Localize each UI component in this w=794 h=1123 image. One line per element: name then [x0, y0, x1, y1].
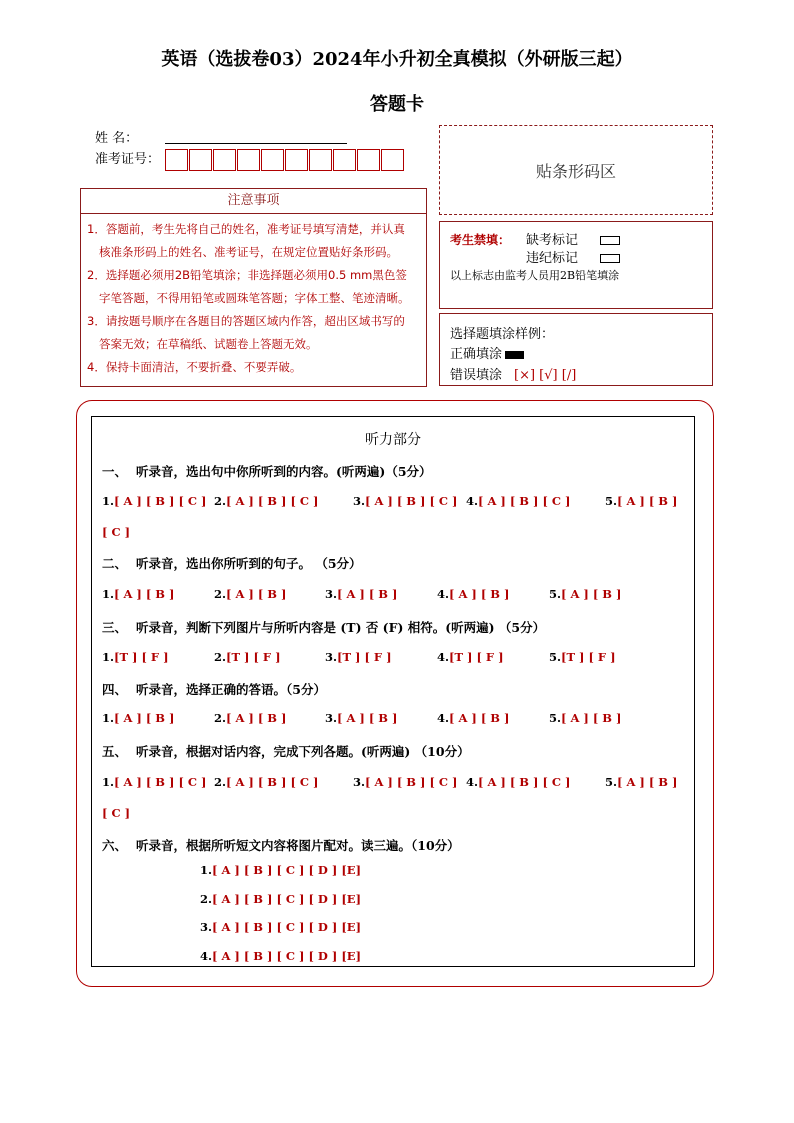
answer-item — [605, 775, 677, 789]
answer-options[interactable]: [ A ] [ B ] — [561, 587, 622, 601]
answer-item — [102, 711, 174, 725]
fill-sample-box — [439, 313, 713, 386]
item-number: 3. — [325, 587, 338, 601]
question-text: 听录音，根据所听短文内容将图片配对。读三遍。（10分） — [136, 838, 460, 853]
item-number: 2. — [214, 775, 227, 789]
item-number: 5. — [549, 650, 562, 664]
answer-item — [466, 775, 571, 789]
answer-item — [466, 494, 571, 508]
wrong-label: 错误填涂 — [450, 368, 503, 383]
answer-options[interactable]: [T ] [ F ] — [114, 650, 169, 664]
answer-options[interactable]: [ A ] [ B ] — [114, 587, 175, 601]
item-number: 5. — [605, 494, 618, 508]
question-heading — [102, 742, 470, 760]
item-number: 5. — [549, 711, 562, 725]
question-number: 五、 — [102, 744, 128, 759]
question-text: 听录音，判断下列图片与所听内容是 (T) 否 (F) 相符。(听两遍) （5分） — [136, 620, 546, 635]
question-number: 二、 — [102, 556, 128, 571]
name-field[interactable] — [165, 141, 347, 144]
exam-rules-note: 以上标志由监考人员用2B铅笔填涂 — [450, 269, 620, 282]
item-number: 1. — [102, 587, 115, 601]
answer-item — [437, 650, 504, 664]
question-heading — [102, 462, 432, 480]
id-digit-box[interactable] — [309, 149, 332, 171]
item-number: 1. — [102, 775, 115, 789]
answer-item — [437, 711, 509, 725]
answer-item — [102, 587, 174, 601]
answer-options-wrap[interactable]: [ C ] — [102, 806, 131, 820]
question-number: 一、 — [102, 464, 128, 479]
item-number: 3. — [325, 711, 338, 725]
answer-options[interactable]: [ A ] [ B ] [ C ] [ D ] [E] — [212, 892, 362, 906]
page-subtitle: 答题卡 — [370, 94, 424, 115]
answer-item — [549, 711, 621, 725]
question-number: 六、 — [102, 838, 128, 853]
violation-label: 违纪标记 — [526, 251, 579, 266]
notice-heading: 注意事项 — [81, 189, 426, 214]
answer-options[interactable]: [ A ] [ B ] — [561, 711, 622, 725]
item-number: 2. — [200, 892, 213, 906]
answer-options[interactable]: [ A ] [ B ] — [226, 711, 287, 725]
item-number: 4. — [466, 775, 479, 789]
filled-mark-icon — [505, 351, 524, 359]
notice-line: 1．答题前，考生先将自己的姓名，准考证号填写清楚，并认真 — [87, 222, 405, 236]
question-text: 听录音，选择正确的答语。（5分） — [136, 682, 326, 697]
answer-options[interactable]: [ A ] [ B ] [ C ] — [226, 494, 319, 508]
question-heading — [102, 836, 460, 854]
id-digit-box[interactable] — [357, 149, 380, 171]
answer-options[interactable]: [ A ] [ B ] [ C ] — [365, 494, 458, 508]
violation-checkbox[interactable] — [600, 254, 620, 263]
item-number: 2. — [214, 494, 227, 508]
item-number: 4. — [437, 650, 450, 664]
item-number: 5. — [605, 775, 618, 789]
item-number: 4. — [437, 711, 450, 725]
notice-line: 2．选择题必须用2B铅笔填涂；非选择题必须用0.5 mm黑色签 — [87, 268, 407, 282]
correct-label: 正确填涂 — [450, 347, 503, 362]
wrong-marks: [×] [√] [/] — [514, 368, 577, 383]
question-text: 听录音，根据对话内容，完成下列各题。(听两遍) （10分） — [136, 744, 470, 759]
answer-options[interactable]: [ A ] [ B ] — [337, 711, 398, 725]
id-digit-box[interactable] — [165, 149, 188, 171]
answer-item — [102, 775, 207, 789]
notice-line: 答案无效；在草稿纸、试题卷上答题无效。 — [99, 337, 318, 351]
item-number: 2. — [214, 587, 227, 601]
answer-item — [353, 494, 458, 508]
answer-item — [325, 650, 392, 664]
section-title: 听力部分 — [365, 432, 421, 448]
match-row — [200, 863, 361, 877]
answer-options[interactable]: [ A ] [ B ] — [337, 587, 398, 601]
exam-rules-title: 考生禁填： — [450, 233, 511, 247]
id-number-boxes[interactable] — [165, 149, 405, 171]
answer-item — [549, 587, 621, 601]
id-digit-box[interactable] — [189, 149, 212, 171]
name-label: 姓 名： — [95, 131, 139, 146]
listening-section — [91, 416, 695, 967]
answer-item — [214, 775, 319, 789]
question-number: 三、 — [102, 620, 128, 635]
absent-label: 缺考标记 — [526, 233, 579, 248]
answer-options[interactable]: [T ] [ F ] — [226, 650, 281, 664]
id-digit-box[interactable] — [261, 149, 284, 171]
answer-options[interactable]: [ A ] [ B ] [ C ] — [478, 494, 571, 508]
id-digit-box[interactable] — [237, 149, 260, 171]
item-number: 2. — [214, 650, 227, 664]
answer-options[interactable]: [ A ] [ B ] [ C ] — [365, 775, 458, 789]
item-number: 4. — [466, 494, 479, 508]
absent-checkbox[interactable] — [600, 236, 620, 245]
answer-options[interactable]: [ A ] [ B ] [ C ] — [226, 775, 319, 789]
answer-options[interactable]: [ A ] [ B ] — [114, 711, 175, 725]
answer-item — [102, 494, 207, 508]
question-heading — [102, 554, 362, 572]
page-title: 英语（选拔卷03）2024年小升初全真模拟（外研版三起） — [161, 49, 633, 70]
item-number: 1. — [102, 711, 115, 725]
match-row — [200, 892, 361, 906]
item-number: 5. — [549, 587, 562, 601]
answer-options[interactable]: [ A ] [ B ] — [617, 494, 678, 508]
answer-options[interactable]: [ A ] [ B ] [ C ] [ D ] [E] — [212, 949, 362, 963]
question-text: 听录音，选出句中你所听到的内容。(听两遍)（5分） — [136, 464, 432, 479]
answer-options-wrap[interactable]: [ C ] — [102, 525, 131, 539]
answer-options[interactable]: [ A ] [ B ] [ C ] [ D ] [E] — [212, 920, 362, 934]
match-row — [200, 920, 361, 934]
item-number: 3. — [353, 775, 366, 789]
answer-options[interactable]: [ A ] [ B ] — [449, 711, 510, 725]
item-number: 1. — [102, 494, 115, 508]
answer-item — [353, 775, 458, 789]
answer-options[interactable]: [ A ] [ B ] [ C ] — [478, 775, 571, 789]
answer-item — [325, 587, 397, 601]
question-heading — [102, 618, 545, 636]
question-text: 听录音，选出你所听到的句子。 （5分） — [136, 556, 362, 571]
notice-line: 字笔答题，不得用铅笔或圆珠笔答题；字体工整、笔迹清晰。 — [99, 291, 410, 305]
barcode-label: 贴条形码区 — [535, 161, 616, 181]
notice-line: 3．请按题号顺序在各题目的答题区域内作答，超出区域书写的 — [87, 314, 405, 328]
answer-item — [214, 494, 319, 508]
answer-item — [102, 650, 169, 664]
item-number: 4. — [437, 587, 450, 601]
item-number: 3. — [200, 920, 213, 934]
answer-options[interactable]: [T ] [ F ] — [561, 650, 616, 664]
barcode-area — [439, 125, 713, 215]
item-number: 3. — [325, 650, 338, 664]
answer-item — [605, 494, 677, 508]
answer-item — [549, 650, 616, 664]
id-digit-box[interactable] — [213, 149, 236, 171]
question-number: 四、 — [102, 682, 128, 697]
item-number: 3. — [353, 494, 366, 508]
item-number: 1. — [102, 650, 115, 664]
answer-item — [214, 711, 286, 725]
answer-options[interactable]: [ A ] [ B ] [ C ] [ D ] [E] — [212, 863, 362, 877]
answer-options[interactable]: [ A ] [ B ] — [226, 587, 287, 601]
answer-item — [325, 711, 397, 725]
answer-options[interactable]: [ A ] [ B ] [ C ] — [114, 494, 207, 508]
answer-options[interactable]: [T ] [ F ] — [449, 650, 504, 664]
answer-options[interactable]: [ A ] [ B ] [ C ] — [114, 775, 207, 789]
item-number: 1. — [200, 863, 213, 877]
notice-line: 4．保持卡面清洁，不要折叠、不要弄破。 — [87, 360, 302, 374]
exam-rules-box — [439, 221, 713, 309]
id-digit-box[interactable] — [333, 149, 356, 171]
notice-box — [80, 188, 427, 387]
item-number: 4. — [200, 949, 213, 963]
answer-options[interactable]: [T ] [ F ] — [337, 650, 392, 664]
id-digit-box[interactable] — [381, 149, 404, 171]
answer-item — [214, 587, 286, 601]
id-digit-box[interactable] — [285, 149, 308, 171]
answer-options[interactable]: [ A ] [ B ] — [617, 775, 678, 789]
notice-line: 核准条形码上的姓名、准考证号，在规定位置贴好条形码。 — [99, 245, 398, 259]
answer-item — [437, 587, 509, 601]
sample-title: 选择题填涂样例： — [450, 327, 555, 342]
id-label: 准考证号： — [95, 152, 161, 167]
answer-item — [214, 650, 281, 664]
answer-options[interactable]: [ A ] [ B ] — [449, 587, 510, 601]
match-row — [200, 949, 361, 963]
item-number: 2. — [214, 711, 227, 725]
question-heading — [102, 680, 326, 698]
